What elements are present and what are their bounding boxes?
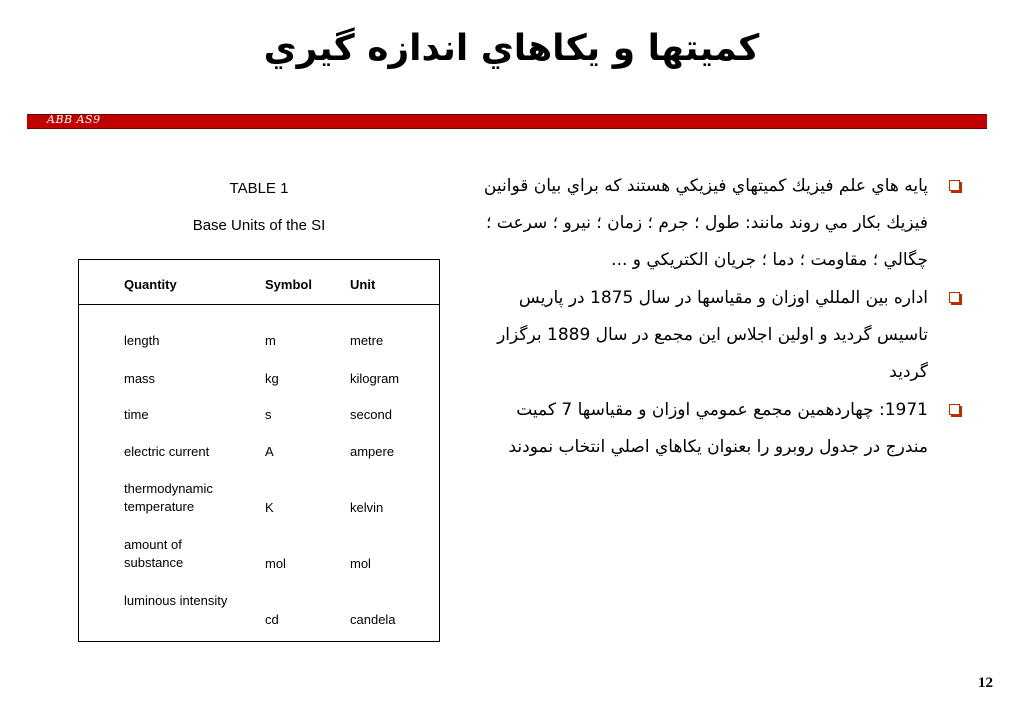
bullet-text: اداره بين المللي اوزان و مقياسها در سال 1875 در پاريس تاسيس گرديد و اولين اجلاس اين مجمع در سال 1889 برگزار گرديد	[497, 288, 928, 382]
header-quantity: Quantity	[124, 277, 177, 292]
cell-quantity: thermodynamic temperature	[124, 481, 213, 514]
cell-quantity: electric current	[124, 444, 210, 459]
square-bullet-icon	[949, 292, 960, 303]
bullet-text: پايه هاي علم فيزيك كميتهاي فيزيكي هستند كه براي بيان قوانين فيزيك بكار مي روند مانند: طول ؛ جرم ؛ زمان ؛ نيرو ؛ سرعت ؛ چگالي ؛ مقاومت ؛ دما ؛ جريان الكتريكي و ...	[483, 176, 928, 270]
bullet-text: 1971: چهاردهمين مجمع عمومي اوزان و مقياسها 7 كميت مندرج در جدول روبرو را بعنوان يكاهاي اصلي انتخاب نمودند	[508, 400, 928, 457]
table-subtitle: Base Units of the SI	[192, 217, 326, 234]
cell-quantity: time	[124, 407, 149, 422]
si-units-table	[78, 259, 440, 642]
bullet-item	[470, 168, 960, 279]
table-caption	[78, 180, 440, 234]
cell-symbol: cd	[265, 612, 279, 627]
cell-unit: kilogram	[350, 371, 400, 386]
cell-unit: kelvin	[350, 500, 384, 515]
header-unit: Unit	[350, 277, 376, 292]
page-number: 12	[978, 675, 993, 691]
cell-symbol: K	[265, 500, 274, 515]
cell-quantity: length	[124, 333, 160, 348]
cell-unit: mol	[350, 556, 371, 571]
cell-symbol: s	[265, 407, 272, 422]
cell-unit: candela	[350, 612, 396, 627]
cell-quantity: mass	[124, 371, 156, 386]
cell-quantity: amount of substance	[124, 537, 184, 570]
cell-symbol: kg	[265, 371, 279, 386]
header-divider-bar	[27, 114, 987, 129]
cell-quantity: luminous intensity	[124, 593, 228, 608]
table-header-row	[79, 260, 439, 305]
table-number: TABLE 1	[229, 180, 289, 197]
slide-title: كميتها و يكاهاي اندازه گيري	[263, 28, 760, 69]
cell-unit: second	[350, 407, 392, 422]
bullet-list	[470, 168, 960, 467]
cell-symbol: m	[265, 333, 276, 348]
header-symbol: Symbol	[265, 277, 312, 292]
cell-symbol: mol	[265, 556, 286, 571]
cell-unit: metre	[350, 333, 384, 348]
bullet-item	[470, 392, 960, 466]
bullet-item	[470, 280, 960, 391]
square-bullet-icon	[949, 404, 960, 415]
cell-symbol: A	[265, 444, 274, 459]
bar-logo-text: ABB AS9	[47, 113, 101, 126]
square-bullet-icon	[949, 180, 960, 191]
cell-unit: ampere	[350, 444, 395, 459]
